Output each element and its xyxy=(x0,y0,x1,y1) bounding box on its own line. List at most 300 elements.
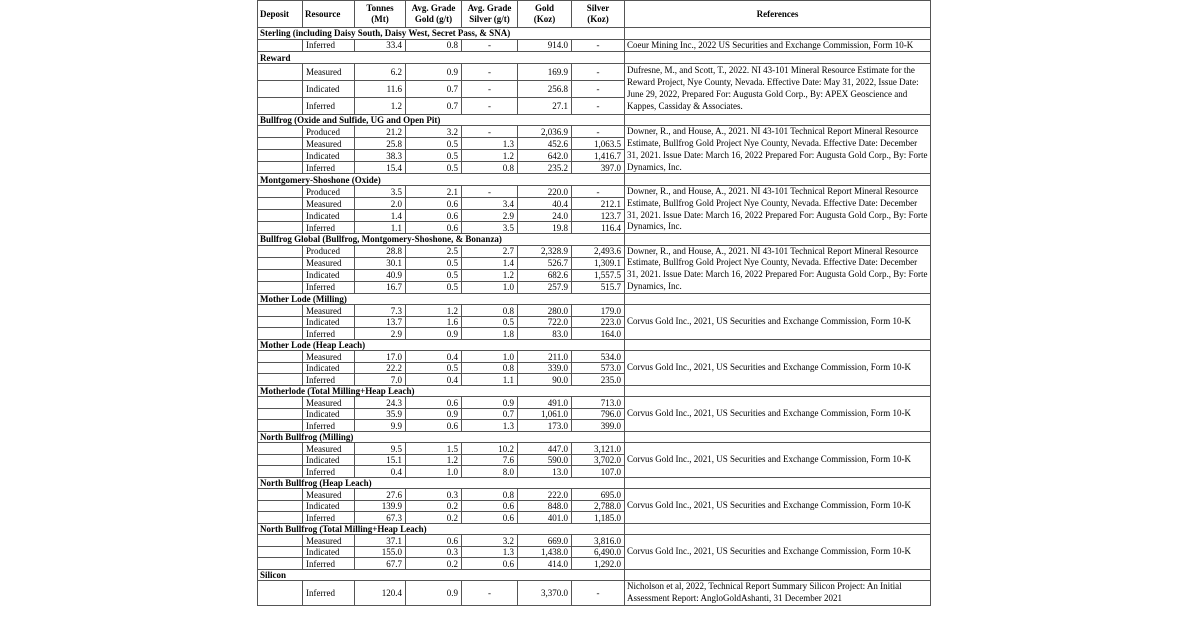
header-gold-l2: (Koz) xyxy=(533,14,556,24)
cell-silver-grade: 0.6 xyxy=(462,512,518,524)
cell-resource: Inferred xyxy=(303,281,355,293)
cell-gold-grade: 2.5 xyxy=(406,245,462,257)
deposit-header-ref-cell xyxy=(625,234,931,246)
cell-reference: Downer, R., and House, A., 2021. NI 43-101 Technical Report Mineral Resource Estimate, Bullfrog Gold Project Nye County, Nevada. Effective Date: December 31, 2021. Issue Date: March 16, 2022 Prepared For: Augusta Gold Corp., By: Forte Dynamics, Inc. xyxy=(625,245,931,293)
deposit-indent-cell xyxy=(258,269,303,281)
cell-resource: Measured xyxy=(303,257,355,269)
cell-tonnes: 67.7 xyxy=(355,558,406,570)
cell-resource: Inferred xyxy=(303,512,355,524)
cell-resource: Inferred xyxy=(303,328,355,340)
deposit-indent-cell xyxy=(258,126,303,138)
cell-resource: Produced xyxy=(303,126,355,138)
deposit-indent-cell xyxy=(258,466,303,478)
cell-silver: 116.4 xyxy=(572,222,625,234)
deposit-header-ref-cell xyxy=(625,293,931,305)
cell-tonnes: 3.5 xyxy=(355,185,406,197)
cell-gold-grade: 0.5 xyxy=(406,138,462,150)
cell-reference: Downer, R., and House, A., 2021. NI 43-101 Technical Report Mineral Resource Estimate, Bullfrog Gold Project Nye County, Nevada. Effective Date: December 31, 2021. Issue Date: March 16, 2022 Prepared For: Augusta Gold Corp., By: Forte Dynamics, Inc. xyxy=(625,126,931,174)
cell-tonnes: 13.7 xyxy=(355,316,406,328)
cell-gold-grade: 0.7 xyxy=(406,80,462,97)
deposit-indent-cell xyxy=(258,281,303,293)
cell-silver-grade: 0.5 xyxy=(462,316,518,328)
cell-tonnes: 21.2 xyxy=(355,126,406,138)
cell-gold: 914.0 xyxy=(518,39,572,52)
cell-gold-grade: 0.6 xyxy=(406,222,462,234)
cell-gold: 1,438.0 xyxy=(518,546,572,558)
cell-tonnes: 15.4 xyxy=(355,162,406,174)
header-silver-grade-l1: Avg. Grade xyxy=(467,3,512,13)
table-row xyxy=(258,535,931,547)
header-row xyxy=(258,1,931,28)
cell-silver-grade: 1.3 xyxy=(462,138,518,150)
cell-resource: Measured xyxy=(303,489,355,501)
deposit-indent-cell xyxy=(258,162,303,174)
cell-silver-grade: - xyxy=(462,126,518,138)
cell-gold-grade: 2.1 xyxy=(406,185,462,197)
deposit-indent-cell xyxy=(258,257,303,269)
cell-silver-grade: 1.2 xyxy=(462,269,518,281)
deposit-indent-cell xyxy=(258,210,303,222)
cell-silver: - xyxy=(572,39,625,52)
table-row xyxy=(258,63,931,80)
cell-reference: Coeur Mining Inc., 2022 US Securities and Exchange Commission, Form 10-K xyxy=(625,39,931,52)
cell-gold: 13.0 xyxy=(518,466,572,478)
cell-gold-grade: 1.6 xyxy=(406,316,462,328)
header-silver xyxy=(572,1,625,28)
header-gold-grade-l2: Gold (g/t) xyxy=(414,14,453,24)
deposit-indent-cell xyxy=(258,581,303,606)
cell-silver: 1,557.5 xyxy=(572,269,625,281)
cell-resource: Inferred xyxy=(303,420,355,432)
cell-silver-grade: - xyxy=(462,39,518,52)
cell-tonnes: 25.8 xyxy=(355,138,406,150)
cell-silver: - xyxy=(572,581,625,606)
cell-gold-grade: 0.5 xyxy=(406,257,462,269)
cell-gold-grade: 0.6 xyxy=(406,420,462,432)
cell-gold: 173.0 xyxy=(518,420,572,432)
cell-gold: 491.0 xyxy=(518,397,572,409)
cell-tonnes: 1.4 xyxy=(355,210,406,222)
cell-silver-grade: 0.8 xyxy=(462,305,518,317)
cell-silver: 107.0 xyxy=(572,466,625,478)
deposit-indent-cell xyxy=(258,443,303,455)
cell-tonnes: 38.3 xyxy=(355,150,406,162)
cell-reference: Corvus Gold Inc., 2021, US Securities and Exchange Commission, Form 10-K xyxy=(625,443,931,478)
cell-resource: Indicated xyxy=(303,150,355,162)
cell-gold: 222.0 xyxy=(518,489,572,501)
cell-silver-grade: 0.7 xyxy=(462,408,518,420)
cell-gold-grade: 0.9 xyxy=(406,63,462,80)
table-body xyxy=(258,28,931,606)
cell-reference: Downer, R., and House, A., 2021. NI 43-101 Technical Report Mineral Resource Estimate, Bullfrog Gold Project Nye County, Nevada. Effective Date: December 31, 2021. Issue Date: March 16, 2022 Prepared For: Augusta Gold Corp., By: Forte Dynamics, Inc. xyxy=(625,185,931,233)
cell-resource: Measured xyxy=(303,305,355,317)
cell-silver: - xyxy=(572,63,625,80)
cell-tonnes: 1.2 xyxy=(355,97,406,114)
deposit-indent-cell xyxy=(258,397,303,409)
deposit-header-row xyxy=(258,431,931,443)
cell-resource: Inferred xyxy=(303,162,355,174)
cell-reference: Corvus Gold Inc., 2021, US Securities and Exchange Commission, Form 10-K xyxy=(625,351,931,386)
cell-tonnes: 120.4 xyxy=(355,581,406,606)
deposit-name: North Bullfrog (Total Milling+Heap Leach) xyxy=(258,523,625,535)
cell-tonnes: 33.4 xyxy=(355,39,406,52)
table-row xyxy=(258,443,931,455)
cell-gold: 682.6 xyxy=(518,269,572,281)
table-row xyxy=(258,351,931,363)
cell-silver: 3,816.0 xyxy=(572,535,625,547)
deposit-name: Bullfrog Global (Bullfrog, Montgomery-Shoshone, & Bonanza) xyxy=(258,234,625,246)
cell-gold: 211.0 xyxy=(518,351,572,363)
cell-silver: 573.0 xyxy=(572,362,625,374)
cell-gold-grade: 0.3 xyxy=(406,546,462,558)
cell-silver-grade: - xyxy=(462,97,518,114)
cell-tonnes: 7.0 xyxy=(355,374,406,386)
cell-tonnes: 22.2 xyxy=(355,362,406,374)
cell-resource: Inferred xyxy=(303,558,355,570)
deposit-indent-cell xyxy=(258,245,303,257)
cell-silver: 235.0 xyxy=(572,374,625,386)
cell-silver-grade: 1.1 xyxy=(462,374,518,386)
cell-gold-grade: 1.5 xyxy=(406,443,462,455)
resource-table xyxy=(257,0,931,606)
cell-resource: Inferred xyxy=(303,466,355,478)
cell-gold: 169.9 xyxy=(518,63,572,80)
cell-tonnes: 2.9 xyxy=(355,328,406,340)
cell-silver-grade: 10.2 xyxy=(462,443,518,455)
cell-gold-grade: 0.3 xyxy=(406,489,462,501)
cell-silver: - xyxy=(572,185,625,197)
cell-silver: 2,788.0 xyxy=(572,500,625,512)
cell-resource: Inferred xyxy=(303,39,355,52)
cell-silver-grade: 2.7 xyxy=(462,245,518,257)
deposit-indent-cell xyxy=(258,328,303,340)
deposit-header-row xyxy=(258,28,931,40)
cell-reference: Nicholson et al, 2022, Technical Report Summary Silicon Project: An Initial Assessment Report: AngloGoldAshanti, 31 December 2021 xyxy=(625,581,931,606)
cell-tonnes: 35.9 xyxy=(355,408,406,420)
cell-silver: 1,063.5 xyxy=(572,138,625,150)
cell-gold-grade: 0.5 xyxy=(406,269,462,281)
cell-gold-grade: 0.6 xyxy=(406,210,462,222)
deposit-header-ref-cell xyxy=(625,174,931,186)
cell-gold: 90.0 xyxy=(518,374,572,386)
cell-gold: 1,061.0 xyxy=(518,408,572,420)
cell-resource: Measured xyxy=(303,138,355,150)
deposit-name: Silicon xyxy=(258,569,625,581)
cell-gold: 848.0 xyxy=(518,500,572,512)
cell-silver: 1,185.0 xyxy=(572,512,625,524)
deposit-header-ref-cell xyxy=(625,28,931,40)
cell-gold-grade: 1.0 xyxy=(406,466,462,478)
cell-tonnes: 139.9 xyxy=(355,500,406,512)
cell-gold: 722.0 xyxy=(518,316,572,328)
cell-resource: Measured xyxy=(303,198,355,210)
cell-gold-grade: 0.2 xyxy=(406,512,462,524)
cell-silver: 179.0 xyxy=(572,305,625,317)
cell-silver: 223.0 xyxy=(572,316,625,328)
header-deposit: Deposit xyxy=(258,1,303,28)
cell-gold: 256.8 xyxy=(518,80,572,97)
table-row xyxy=(258,489,931,501)
cell-resource: Indicated xyxy=(303,210,355,222)
cell-reference: Dufresne, M., and Scott, T., 2022. NI 43-101 Mineral Resource Estimate for the Reward Project, Nye County, Nevada. Effective Date: May 31, 2022, Issue Date: June 29, 2022, Prepared For: Augusta Gold Corp., By: APEX Geoscience and Kappes, Cassiday & Associates. xyxy=(625,63,931,114)
cell-gold: 280.0 xyxy=(518,305,572,317)
cell-silver-grade: 1.4 xyxy=(462,257,518,269)
cell-silver: - xyxy=(572,97,625,114)
cell-tonnes: 7.3 xyxy=(355,305,406,317)
header-tonnes-l1: Tonnes xyxy=(366,3,394,13)
cell-resource: Indicated xyxy=(303,408,355,420)
cell-silver: 534.0 xyxy=(572,351,625,363)
cell-silver-grade: 3.5 xyxy=(462,222,518,234)
deposit-indent-cell xyxy=(258,97,303,114)
cell-gold: 19.8 xyxy=(518,222,572,234)
cell-silver-grade: - xyxy=(462,63,518,80)
cell-silver: 6,490.0 xyxy=(572,546,625,558)
deposit-header-row xyxy=(258,569,931,581)
deposit-header-ref-cell xyxy=(625,339,931,351)
cell-tonnes: 11.6 xyxy=(355,80,406,97)
cell-tonnes: 155.0 xyxy=(355,546,406,558)
cell-silver-grade: 1.0 xyxy=(462,351,518,363)
cell-silver-grade: - xyxy=(462,581,518,606)
cell-tonnes: 1.1 xyxy=(355,222,406,234)
cell-gold: 414.0 xyxy=(518,558,572,570)
cell-silver: 515.7 xyxy=(572,281,625,293)
cell-silver: 1,309.1 xyxy=(572,257,625,269)
header-gold-grade-l1: Avg. Grade xyxy=(411,3,456,13)
header-resource: Resource xyxy=(303,1,355,28)
cell-silver-grade: - xyxy=(462,185,518,197)
cell-gold-grade: 0.6 xyxy=(406,535,462,547)
cell-tonnes: 30.1 xyxy=(355,257,406,269)
cell-resource: Produced xyxy=(303,185,355,197)
cell-resource: Inferred xyxy=(303,97,355,114)
cell-resource: Indicated xyxy=(303,454,355,466)
header-silver-l2: (Koz) xyxy=(587,14,609,24)
header-tonnes xyxy=(355,1,406,28)
cell-silver: 713.0 xyxy=(572,397,625,409)
header-references: References xyxy=(625,1,931,28)
cell-resource: Measured xyxy=(303,397,355,409)
cell-gold-grade: 0.5 xyxy=(406,162,462,174)
cell-gold: 452.6 xyxy=(518,138,572,150)
cell-reference: Corvus Gold Inc., 2021, US Securities and Exchange Commission, Form 10-K xyxy=(625,489,931,524)
cell-tonnes: 9.9 xyxy=(355,420,406,432)
cell-silver-grade: 0.8 xyxy=(462,162,518,174)
deposit-header-row xyxy=(258,523,931,535)
deposit-name: Sterling (including Daisy South, Daisy West, Secret Pass, & SNA) xyxy=(258,28,625,40)
cell-gold: 40.4 xyxy=(518,198,572,210)
cell-reference: Corvus Gold Inc., 2021, US Securities and Exchange Commission, Form 10-K xyxy=(625,305,931,340)
table-row xyxy=(258,581,931,606)
cell-gold: 590.0 xyxy=(518,454,572,466)
deposit-indent-cell xyxy=(258,198,303,210)
header-silver-grade-l2: Silver (g/t) xyxy=(469,14,510,24)
cell-gold: 24.0 xyxy=(518,210,572,222)
deposit-indent-cell xyxy=(258,558,303,570)
cell-resource: Measured xyxy=(303,443,355,455)
cell-resource: Indicated xyxy=(303,269,355,281)
cell-silver: 796.0 xyxy=(572,408,625,420)
cell-gold: 447.0 xyxy=(518,443,572,455)
cell-silver: 212.1 xyxy=(572,198,625,210)
cell-tonnes: 28.8 xyxy=(355,245,406,257)
deposit-name: North Bullfrog (Milling) xyxy=(258,431,625,443)
cell-silver-grade: 1.3 xyxy=(462,420,518,432)
cell-gold-grade: 0.9 xyxy=(406,408,462,420)
cell-gold: 83.0 xyxy=(518,328,572,340)
cell-gold-grade: 0.8 xyxy=(406,39,462,52)
cell-resource: Inferred xyxy=(303,581,355,606)
cell-tonnes: 67.3 xyxy=(355,512,406,524)
deposit-name: Montgomery-Shoshone (Oxide) xyxy=(258,174,625,186)
cell-silver: 123.7 xyxy=(572,210,625,222)
deposit-indent-cell xyxy=(258,80,303,97)
cell-gold-grade: 0.6 xyxy=(406,198,462,210)
cell-gold: 526.7 xyxy=(518,257,572,269)
deposit-indent-cell xyxy=(258,546,303,558)
deposit-header-row xyxy=(258,339,931,351)
table-row xyxy=(258,126,931,138)
cell-silver: - xyxy=(572,126,625,138)
cell-gold-grade: 0.6 xyxy=(406,397,462,409)
cell-silver: 3,121.0 xyxy=(572,443,625,455)
deposit-indent-cell xyxy=(258,150,303,162)
cell-silver-grade: 0.8 xyxy=(462,489,518,501)
cell-tonnes: 16.7 xyxy=(355,281,406,293)
table-row xyxy=(258,397,931,409)
deposit-name: Motherlode (Total Milling+Heap Leach) xyxy=(258,385,625,397)
cell-resource: Measured xyxy=(303,63,355,80)
cell-gold-grade: 0.9 xyxy=(406,581,462,606)
cell-resource: Indicated xyxy=(303,316,355,328)
deposit-indent-cell xyxy=(258,420,303,432)
cell-resource: Inferred xyxy=(303,374,355,386)
cell-silver: 399.0 xyxy=(572,420,625,432)
deposit-header-ref-cell xyxy=(625,569,931,581)
cell-gold-grade: 0.2 xyxy=(406,558,462,570)
cell-silver-grade: 2.9 xyxy=(462,210,518,222)
cell-gold: 27.1 xyxy=(518,97,572,114)
cell-gold: 257.9 xyxy=(518,281,572,293)
cell-gold: 235.2 xyxy=(518,162,572,174)
deposit-indent-cell xyxy=(258,512,303,524)
cell-gold-grade: 0.4 xyxy=(406,374,462,386)
cell-tonnes: 6.2 xyxy=(355,63,406,80)
cell-tonnes: 15.1 xyxy=(355,454,406,466)
cell-tonnes: 27.6 xyxy=(355,489,406,501)
cell-tonnes: 40.9 xyxy=(355,269,406,281)
deposit-header-row xyxy=(258,477,931,489)
cell-gold: 669.0 xyxy=(518,535,572,547)
cell-resource: Indicated xyxy=(303,546,355,558)
cell-gold: 339.0 xyxy=(518,362,572,374)
cell-resource: Produced xyxy=(303,245,355,257)
cell-silver-grade: 3.4 xyxy=(462,198,518,210)
cell-gold-grade: 0.9 xyxy=(406,328,462,340)
cell-silver: 695.0 xyxy=(572,489,625,501)
cell-gold-grade: 1.2 xyxy=(406,305,462,317)
cell-tonnes: 17.0 xyxy=(355,351,406,363)
cell-resource: Inferred xyxy=(303,222,355,234)
table-row xyxy=(258,245,931,257)
deposit-indent-cell xyxy=(258,138,303,150)
cell-silver-grade: 3.2 xyxy=(462,535,518,547)
deposit-indent-cell xyxy=(258,500,303,512)
cell-silver-grade: 1.8 xyxy=(462,328,518,340)
cell-reference: Corvus Gold Inc., 2021, US Securities and Exchange Commission, Form 10-K xyxy=(625,535,931,570)
deposit-indent-cell xyxy=(258,408,303,420)
cell-resource: Indicated xyxy=(303,80,355,97)
resource-table-container xyxy=(257,0,930,606)
deposit-indent-cell xyxy=(258,222,303,234)
cell-silver: - xyxy=(572,80,625,97)
header-silver-l1: Silver xyxy=(586,3,610,13)
deposit-header-ref-cell xyxy=(625,477,931,489)
deposit-indent-cell xyxy=(258,63,303,80)
deposit-indent-cell xyxy=(258,454,303,466)
deposit-name: Reward xyxy=(258,52,625,64)
cell-silver-grade: 1.0 xyxy=(462,281,518,293)
cell-silver: 3,702.0 xyxy=(572,454,625,466)
cell-gold-grade: 0.5 xyxy=(406,362,462,374)
deposit-header-ref-cell xyxy=(625,523,931,535)
deposit-indent-cell xyxy=(258,351,303,363)
cell-silver: 2,493.6 xyxy=(572,245,625,257)
deposit-name: North Bullfrog (Heap Leach) xyxy=(258,477,625,489)
cell-gold: 220.0 xyxy=(518,185,572,197)
cell-gold-grade: 0.2 xyxy=(406,500,462,512)
deposit-indent-cell xyxy=(258,316,303,328)
deposit-indent-cell xyxy=(258,185,303,197)
cell-gold: 2,036.9 xyxy=(518,126,572,138)
cell-gold-grade: 0.5 xyxy=(406,281,462,293)
cell-tonnes: 37.1 xyxy=(355,535,406,547)
cell-silver-grade: - xyxy=(462,80,518,97)
cell-silver-grade: 0.8 xyxy=(462,362,518,374)
cell-resource: Measured xyxy=(303,535,355,547)
deposit-header-ref-cell xyxy=(625,431,931,443)
cell-resource: Indicated xyxy=(303,500,355,512)
cell-silver-grade: 0.6 xyxy=(462,558,518,570)
deposit-header-ref-cell xyxy=(625,385,931,397)
deposit-header-row xyxy=(258,385,931,397)
cell-gold-grade: 1.2 xyxy=(406,454,462,466)
cell-silver-grade: 0.9 xyxy=(462,397,518,409)
table-row xyxy=(258,305,931,317)
header-gold xyxy=(518,1,572,28)
deposit-header-row xyxy=(258,114,931,126)
cell-resource: Measured xyxy=(303,351,355,363)
cell-tonnes: 9.5 xyxy=(355,443,406,455)
deposit-header-row xyxy=(258,293,931,305)
cell-gold-grade: 0.7 xyxy=(406,97,462,114)
cell-silver: 1,416.7 xyxy=(572,150,625,162)
deposit-name: Mother Lode (Milling) xyxy=(258,293,625,305)
cell-silver: 1,292.0 xyxy=(572,558,625,570)
cell-gold: 3,370.0 xyxy=(518,581,572,606)
cell-gold: 2,328.9 xyxy=(518,245,572,257)
table-row xyxy=(258,185,931,197)
table-row xyxy=(258,39,931,52)
header-gold-grade xyxy=(406,1,462,28)
cell-silver-grade: 1.2 xyxy=(462,150,518,162)
cell-tonnes: 0.4 xyxy=(355,466,406,478)
deposit-indent-cell xyxy=(258,362,303,374)
deposit-header-row xyxy=(258,234,931,246)
deposit-header-row xyxy=(258,52,931,64)
cell-gold-grade: 0.5 xyxy=(406,150,462,162)
